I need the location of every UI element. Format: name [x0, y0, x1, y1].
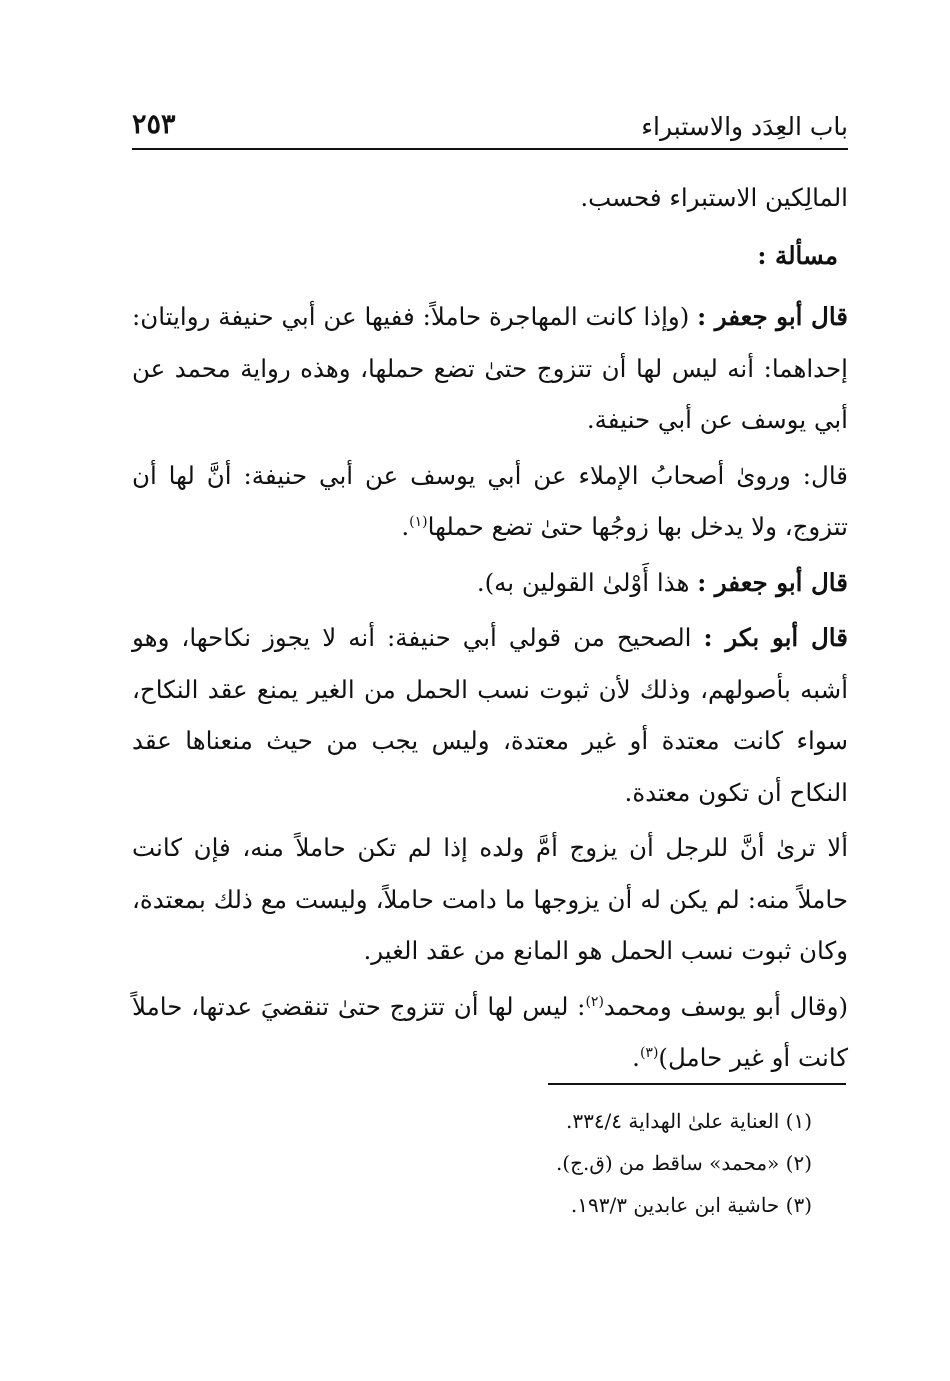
page-number: ٢٥٣	[132, 109, 176, 140]
paragraph-text: هذا أَوْلىٰ القولين به).	[476, 567, 698, 597]
paragraph-abu-jafar-1	[132, 291, 848, 446]
main-text	[132, 172, 848, 1088]
heading-text: مسألة :	[757, 240, 838, 270]
section-heading	[132, 230, 848, 282]
chapter-title: باب العِدَد والاستبراء	[641, 112, 848, 141]
footnote-item: (١) العناية علىٰ الهداية ٣٣٤/٤.	[565, 1109, 812, 1133]
paragraph-text: (وإذا كانت المهاجرة حاملاً: ففيها عن أبي حنيفة روايتان: إحداهما: أنه ليس لها أن تتزوج حتىٰ تضع حملها، وهذه رواية محمد عن أبي يوسف عن أبي حنيفة.	[132, 302, 848, 434]
paragraph-text: قال: ورویٰ أصحابُ الإملاء عن أبي يوسف عن أبي حنيفة: أنَّ لها أن تتزوج، ولا يدخل بها زوجُها حتىٰ تضع حملها	[132, 460, 848, 541]
running-header	[132, 104, 848, 148]
speaker-label: قال أبو جعفر :	[697, 567, 848, 597]
paragraph-imla-narration	[132, 450, 848, 553]
paragraph-text: الصحيح من قولي أبي حنيفة: أنه لا يجوز نكاحها، وهو أشبه بأصولهم، وذلك لأن ثبوت نسب الحمل من الغير يمنع عقد النكاح، سواء كانت معتدة أو غير معتدة، وليس يجب من حيث منعناها عقد النكاح أن تكون معتدة.	[132, 623, 848, 807]
footnote-item: (٢) «محمد» ساقط من (ق.ج).	[555, 1151, 812, 1175]
header-divider	[132, 148, 848, 150]
footnote-item: (٣) حاشية ابن عابدين ١٩٣/٣.	[570, 1193, 812, 1217]
footnotes	[556, 1100, 812, 1226]
footnote-ref[interactable]: (١)	[409, 513, 428, 530]
paragraph-end: .	[401, 512, 410, 541]
paragraph-text: ألا ترىٰ أنَّ للرجل أن يزوج أمَّ ولده إذا لم تكن حاملاً منه، فإن كانت حاملاً منه: لم يكن له أن يزوجها ما دامت حاملاً، وليست مع ذلك بمعتدة، وكان ثبوت نسب الحمل هو المانع من عقد الغير.	[132, 833, 848, 965]
paragraph-text: المالِكين الاستبراء فحسب.	[580, 183, 848, 212]
speaker-label: قال أبو بكر :	[703, 623, 848, 652]
paragraph-abu-yusuf-muhammad	[132, 981, 848, 1084]
paragraph-abu-jafar-2	[132, 557, 848, 609]
paragraph-text: (وقال أبو يوسف ومحمد	[603, 991, 849, 1021]
speaker-label: قال أبو جعفر :	[697, 302, 848, 331]
paragraph-end: .	[632, 1043, 640, 1072]
footnote-divider	[548, 1083, 846, 1085]
paragraph-text: : ليس لها أن تتزوج حتىٰ تنقضيَ عدتها، حاملاً كانت أو غير حامل)	[132, 991, 848, 1072]
paragraph-continuation	[132, 172, 848, 224]
footnote-ref[interactable]: (٣)	[639, 1044, 659, 1061]
paragraph-umm-walad	[132, 822, 848, 977]
footnote-ref[interactable]: (٢)	[585, 993, 604, 1010]
paragraph-abu-bakr	[132, 612, 848, 818]
